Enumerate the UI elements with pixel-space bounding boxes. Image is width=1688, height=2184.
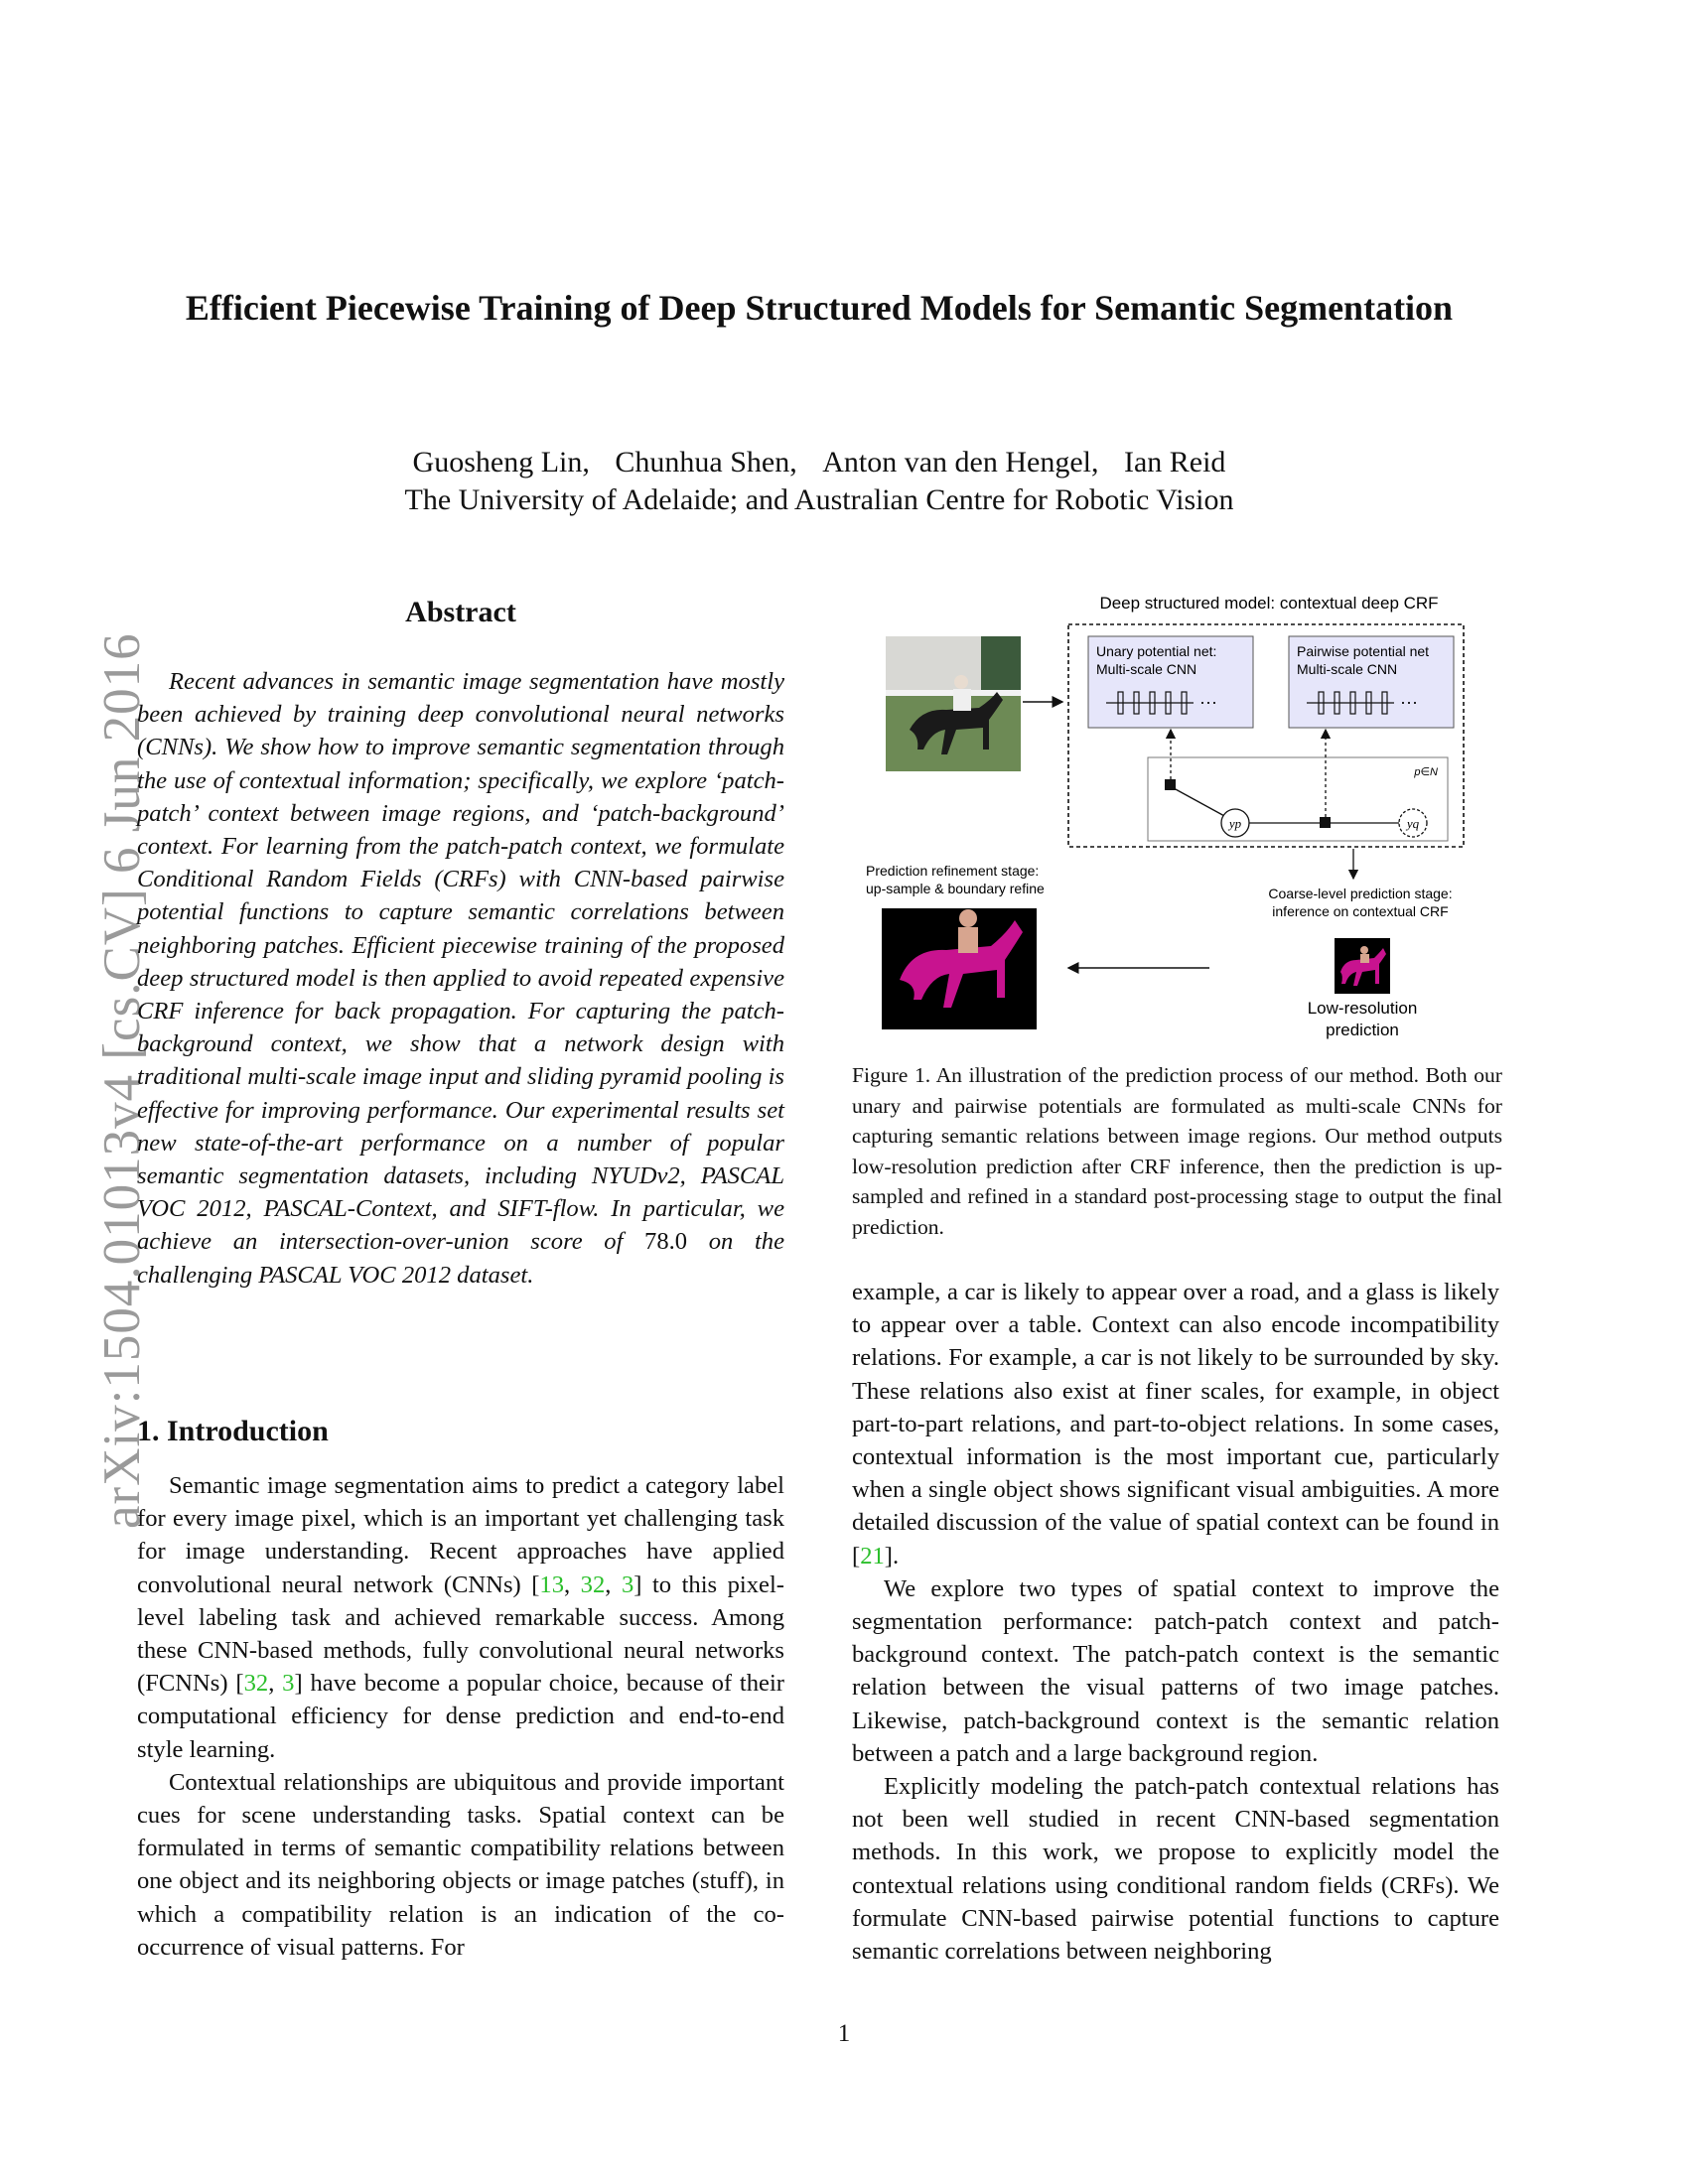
iou-score: 78.0	[644, 1228, 688, 1256]
abstract-text-part: Recent advances in semantic image segmentation have mostly been achieved by training deep convolutional neural networks (CNNs). We show how to improve semantic segmentation through the use of contextual information; specifically, we explore ‘patch-patch’ context between image regions, and ‘patch-background’ context. For learning from the patch-patch context, we formulate Conditional Random Fields (CRFs) with CNN-based pairwise potential functions to capture semantic correlations between neighboring patches. Efficient piecewise training of the proposed deep structured model is then applied to avoid repeated expensive CRF inference for back propagation. For capturing the patch-background context, we show that a network design with traditional multi-scale image input and sliding pyramid pooling is effective for improving performance. Our experimental results set new state-of-the-art performance on a number of popular semantic segmentation datasets, including NYUDv2, PASCAL VOC 2012, PASCAL-Context, and SIFT-flow. In particular, we achieve an intersection-over-union score of	[137, 668, 784, 1256]
citation-link[interactable]: 32	[580, 1570, 606, 1598]
input-image	[886, 636, 1021, 771]
right-column-body	[852, 1276, 1499, 1968]
node-yp-label: yp	[1228, 816, 1242, 831]
abstract-text-part: on the challenging PASCAL VOC 2012 dataset.	[137, 1228, 784, 1289]
arxiv-identifier: arXiv:1504.01013v4 [cs.CV] 6 Jun 2016	[93, 632, 151, 1529]
coarse-label-line1: Coarse-level prediction stage:	[1268, 886, 1453, 901]
figure-1-caption: Figure 1. An illustration of the prediction process of our method. Both our unary and pairwise potentials are formulated as multi-scale CNNs for capturing semantic relations between image regions. Our method outputs low-resolution prediction after CRF inference, then the prediction is up-sampled and refined in a standard post-processing stage to output the final prediction.	[852, 1063, 1502, 1239]
paragraph: Explicitly modeling the patch-patch contextual relations has not been well studied in recent CNN-based segmentation methods. In this work, we propose to explicitly model the contextual relations using conditional random fields (CRFs). We formulate CNN-based pairwise potential functions to capture semantic correlations between neighboring	[852, 1773, 1499, 1966]
section-heading-introduction: 1. Introduction	[137, 1415, 329, 1447]
text-run: ,	[268, 1670, 283, 1698]
text-run: ] have become a popular choice, because of their computational efficiency for dense prediction and end-to-end style learning.	[137, 1670, 784, 1763]
lowres-label-line2: prediction	[1326, 1021, 1399, 1039]
citation-link[interactable]: 13	[539, 1570, 564, 1598]
page-number: 1	[837, 2020, 851, 2047]
figure-top-label: Deep structured model: contextual deep CRF	[1099, 594, 1439, 613]
coarse-label-line2: inference on contextual CRF	[1272, 903, 1449, 919]
refinement-label-line1: Prediction refinement stage:	[866, 863, 1040, 879]
author-block	[179, 444, 1460, 519]
paragraph	[137, 1469, 784, 1766]
text-run: example, a car is likely to appear over a road, and a glass is likely to appear over a table. Context can also encode incompatibility relations. For example, a car is not likely to be surrounded by sky. These relations also exist at finer scales, for example, in object part-to-part relations, and part-to-object relations. In some cases, contextual information is the most important cue, particularly when a single object shows significant visual ambiguities. A more detailed discussion of the value of spatial context can be found in [	[852, 1279, 1499, 1570]
pairwise-factor-node	[1320, 817, 1331, 828]
paper-title: Efficient Piecewise Training of Deep Structured Models for Semantic Segmentation	[185, 288, 1454, 328]
pairwise-ellipsis: ···	[1400, 692, 1418, 712]
left-column-body	[137, 1469, 784, 1964]
unary-label-line1: Unary potential net:	[1096, 643, 1217, 659]
text-run: Semantic image segmentation aims to predict a category label for every image pixel, which is an important yet challenging task for image understanding. Recent approaches have applied convolutional neural network (CNNs) [	[137, 1472, 784, 1598]
low-resolution-prediction-image	[1335, 938, 1390, 994]
final-prediction-image	[882, 908, 1037, 1029]
lowres-label-line1: Low-resolution	[1307, 999, 1418, 1018]
pairwise-label-line2: Multi-scale CNN	[1297, 661, 1398, 677]
text-run: ,	[564, 1570, 581, 1598]
citation-link[interactable]: 32	[243, 1670, 269, 1698]
author-name: Anton van den Hengel,	[822, 446, 1099, 478]
abstract-text	[137, 665, 784, 1292]
neighbor-set-label: p∈N	[1414, 766, 1438, 778]
figure-1	[852, 591, 1502, 1057]
unary-label-line2: Multi-scale CNN	[1096, 661, 1197, 677]
text-run: ].	[884, 1542, 900, 1570]
citation-link[interactable]: 21	[860, 1542, 885, 1570]
paragraph: We explore two types of spatial context to improve the segmentation performance: patch-patch context and patch-background context. The patch-patch context is the semantic relation between the visual patterns of two image patches. Likewise, patch-background context is the semantic relation between a patch and a large background region.	[852, 1574, 1499, 1767]
citation-link[interactable]: 3	[621, 1570, 634, 1598]
citation-link[interactable]: 3	[282, 1670, 295, 1698]
paragraph	[852, 1276, 1499, 1572]
author-name: Guosheng Lin,	[412, 446, 590, 478]
author-name: Chunhua Shen,	[615, 446, 797, 478]
paragraph: Contextual relationships are ubiquitous and provide important cues for scene understanding tasks. Spatial context can be formulated in terms of semantic compatibility relations between one object and its neighboring objects or image patches (stuff), in which a compatibility relation is an indication of the co-occurrence of visual patterns. For	[137, 1768, 784, 1961]
author-list	[179, 444, 1460, 481]
affiliation: The University of Adelaide; and Australian Centre for Robotic Vision	[404, 483, 1234, 516]
text-run: ,	[605, 1570, 622, 1598]
node-yq-label: yq	[1406, 816, 1420, 831]
figure-1-diagram	[852, 591, 1502, 1057]
refinement-label-line2: up-sample & boundary refine	[866, 881, 1045, 896]
author-name: Ian Reid	[1123, 446, 1226, 478]
unary-ellipsis: ···	[1199, 692, 1217, 712]
pairwise-label-line1: Pairwise potential net	[1297, 643, 1430, 659]
text-run: ] to this pixel-level labeling task and achieved remarkable success. Among these CNN-based methods, fully convolutional neural networks (FCNNs) [	[137, 1570, 784, 1698]
abstract-heading: Abstract	[405, 596, 516, 628]
